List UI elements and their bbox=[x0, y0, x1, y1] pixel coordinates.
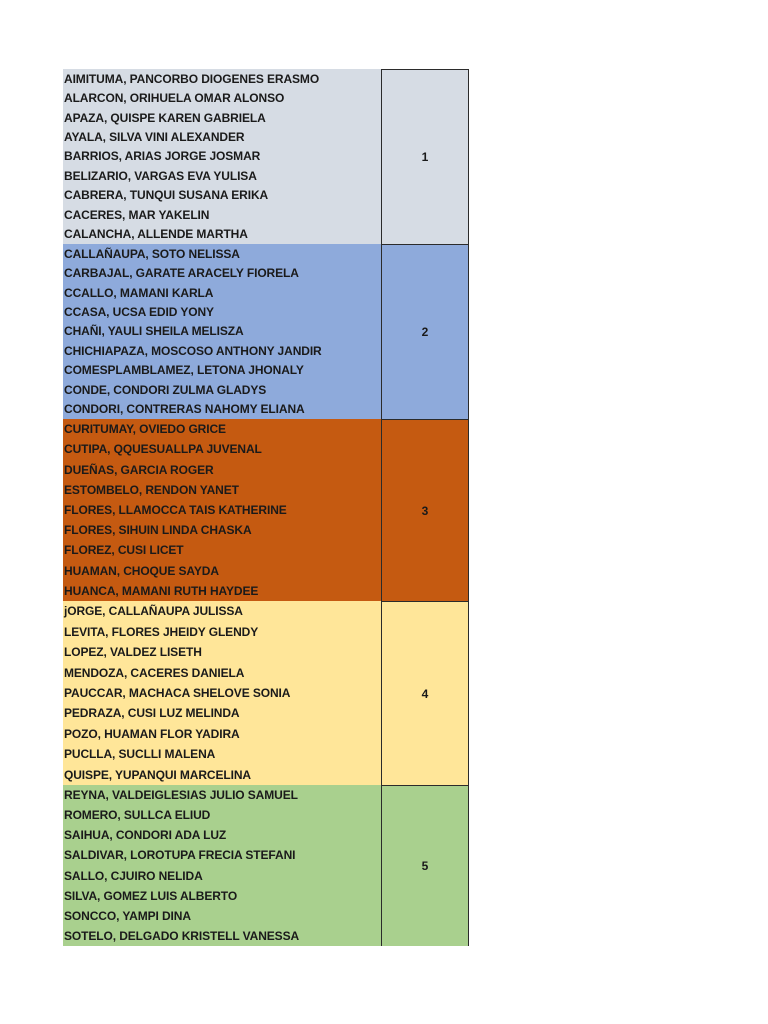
group-block bbox=[63, 419, 469, 601]
member-name: DUEÑAS, GARCIA ROGER bbox=[64, 462, 214, 477]
member-name: BELIZARIO, VARGAS EVA YULISA bbox=[64, 168, 257, 183]
member-name: CHAÑI, YAULI SHEILA MELISZA bbox=[64, 324, 244, 339]
member-name: LEVITA, FLORES JHEIDY GLENDY bbox=[64, 624, 259, 639]
group-number: 5 bbox=[381, 785, 469, 946]
member-name: SILVA, GOMEZ LUIS ALBERTO bbox=[64, 888, 238, 903]
member-name: FLORES, SIHUIN LINDA CHASKA bbox=[64, 523, 252, 538]
member-name: CONDE, CONDORI ZULMA GLADYS bbox=[64, 382, 267, 397]
member-name: COMESPLAMBLAMEZ, LETONA JHONALY bbox=[64, 363, 304, 378]
member-name: CALLAÑAUPA, SOTO NELISSA bbox=[64, 246, 240, 261]
member-list bbox=[63, 601, 381, 785]
member-name: ROMERO, SULLCA ELIUD bbox=[64, 808, 211, 823]
member-name: SALLO, CJUIRO NELIDA bbox=[64, 868, 203, 883]
member-name: FLORES, LLAMOCCA TAIS KATHERINE bbox=[64, 502, 287, 517]
member-name: CUTIPA, QQUESUALLPA JUVENAL bbox=[64, 442, 262, 457]
member-name: SAIHUA, CONDORI ADA LUZ bbox=[64, 828, 227, 843]
group-block bbox=[63, 785, 469, 946]
group-number: 4 bbox=[381, 601, 469, 785]
group-number: 2 bbox=[381, 244, 469, 419]
member-name: ESTOMBELO, RENDON YANET bbox=[64, 482, 239, 497]
member-list bbox=[63, 69, 381, 244]
member-name: PUCLLA, SUCLLI MALENA bbox=[64, 747, 216, 762]
member-list bbox=[63, 244, 381, 419]
group-block bbox=[63, 601, 469, 785]
member-name: SONCCO, YAMPI DINA bbox=[64, 908, 191, 923]
group-block bbox=[63, 69, 469, 244]
member-name: jORGE, CALLAÑAUPA JULISSA bbox=[64, 604, 243, 619]
member-list bbox=[63, 785, 381, 946]
member-name: LOPEZ, VALDEZ LISETH bbox=[64, 645, 202, 660]
group-number: 1 bbox=[381, 69, 469, 244]
member-name: REYNA, VALDEIGLESIAS JULIO SAMUEL bbox=[64, 788, 298, 803]
member-name: CARBAJAL, GARATE ARACELY FIORELA bbox=[64, 266, 299, 281]
member-name: SOTELO, DELGADO KRISTELL VANESSA bbox=[64, 928, 300, 943]
group-block bbox=[63, 244, 469, 419]
member-name: AYALA, SILVA VINI ALEXANDER bbox=[64, 130, 245, 145]
member-name: ALARCON, ORIHUELA OMAR ALONSO bbox=[64, 91, 285, 106]
member-name: CALANCHA, ALLENDE MARTHA bbox=[64, 227, 248, 242]
member-name: CURITUMAY, OVIEDO GRICE bbox=[64, 422, 226, 437]
member-name: PEDRAZA, CUSI LUZ MELINDA bbox=[64, 706, 240, 721]
member-name: AIMITUMA, PANCORBO DIOGENES ERASMO bbox=[64, 71, 320, 86]
member-list bbox=[63, 419, 381, 601]
member-name: MENDOZA, CACERES DANIELA bbox=[64, 665, 245, 680]
member-name: QUISPE, YUPANQUI MARCELINA bbox=[64, 767, 251, 782]
member-name: CACERES, MAR YAKELIN bbox=[64, 207, 210, 222]
member-name: CCASA, UCSA EDID YONY bbox=[64, 305, 214, 320]
member-name: BARRIOS, ARIAS JORGE JOSMAR bbox=[64, 149, 261, 164]
member-name: CONDORI, CONTRERAS NAHOMY ELIANA bbox=[64, 402, 305, 417]
member-name: APAZA, QUISPE KAREN GABRIELA bbox=[64, 110, 266, 125]
member-name: HUANCA, MAMANI RUTH HAYDEE bbox=[64, 583, 259, 598]
member-name: CHICHIAPAZA, MOSCOSO ANTHONY JANDIR bbox=[64, 343, 322, 358]
member-name: POZO, HUAMAN FLOR YADIRA bbox=[64, 726, 240, 741]
member-name: CCALLO, MAMANI KARLA bbox=[64, 285, 214, 300]
member-name: HUAMAN, CHOQUE SAYDA bbox=[64, 563, 219, 578]
member-name: FLOREZ, CUSI LICET bbox=[64, 543, 184, 558]
group-table bbox=[63, 69, 469, 946]
member-name: SALDIVAR, LOROTUPA FRECIA STEFANI bbox=[64, 848, 296, 863]
group-number: 3 bbox=[381, 419, 469, 601]
member-name: CABRERA, TUNQUI SUSANA ERIKA bbox=[64, 188, 269, 203]
member-name: PAUCCAR, MACHACA SHELOVE SONIA bbox=[64, 685, 291, 700]
